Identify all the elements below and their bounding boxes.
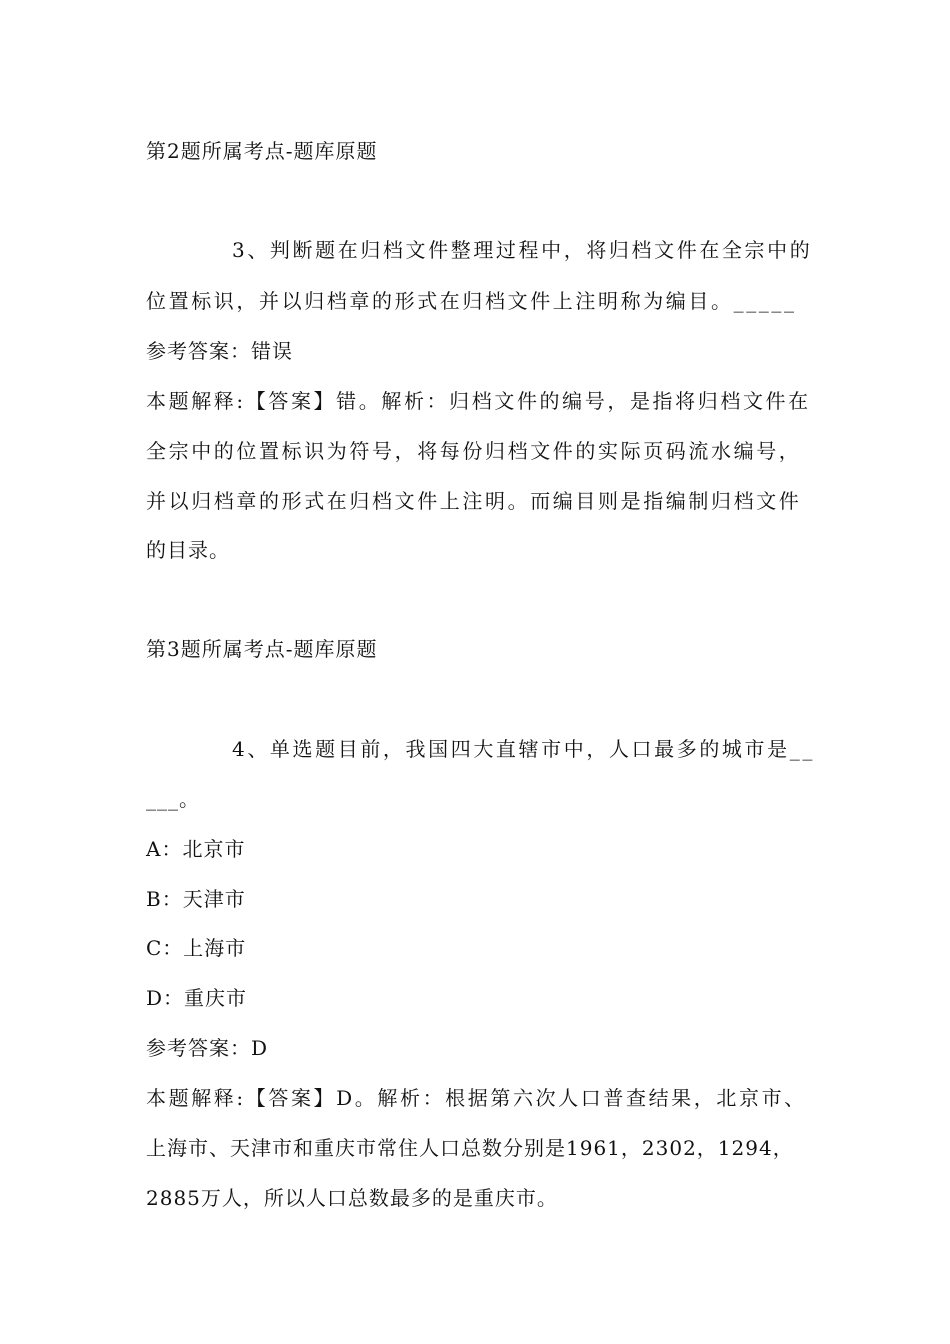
option-d: D：重庆市 [146,986,248,1010]
question-3-line-2: 位置标识，并以归档章的形式在归档文件上注明称为编目。_____ [146,289,797,313]
source-heading-q3: 第3题所属考点-题库原题 [146,637,378,661]
option-b: B：天津市 [146,887,246,911]
answer-q4: 参考答案：D [146,1036,269,1060]
explanation-q4-line-1: 本题解释:【答案】D。解析：根据第六次人口普查结果，北京市、 [146,1086,807,1110]
explanation-q3-line-1: 本题解释:【答案】错。解析：归档文件的编号，是指将归档文件在 [146,389,811,413]
option-c: C：上海市 [146,936,247,960]
source-heading-q2: 第2题所属考点-题库原题 [146,139,378,163]
question-4-line-2: ___。 [146,787,200,811]
question-3-line-1: 3、判断题在归档文件整理过程中，将归档文件在全宗中的 [232,238,813,262]
answer-q3: 参考答案：错误 [146,339,293,363]
explanation-q3-line-3: 并以归档章的形式在归档文件上注明。而编目则是指编制归档文件 [146,489,802,513]
explanation-q3-line-2: 全宗中的位置标识为符号，将每份归档文件的实际页码流水编号， [146,439,802,463]
question-4-line-1: 4、单选题目前，我国四大直辖市中，人口最多的城市是__ [232,737,815,761]
option-a: A：北京市 [146,837,246,861]
explanation-q4-line-2: 上海市、天津市和重庆市常住人口总数分别是1961，2302，1294， [146,1136,794,1160]
explanation-q4-line-3: 2885万人，所以人口总数最多的是重庆市。 [146,1186,558,1210]
explanation-q3-line-4: 的目录。 [146,538,230,562]
